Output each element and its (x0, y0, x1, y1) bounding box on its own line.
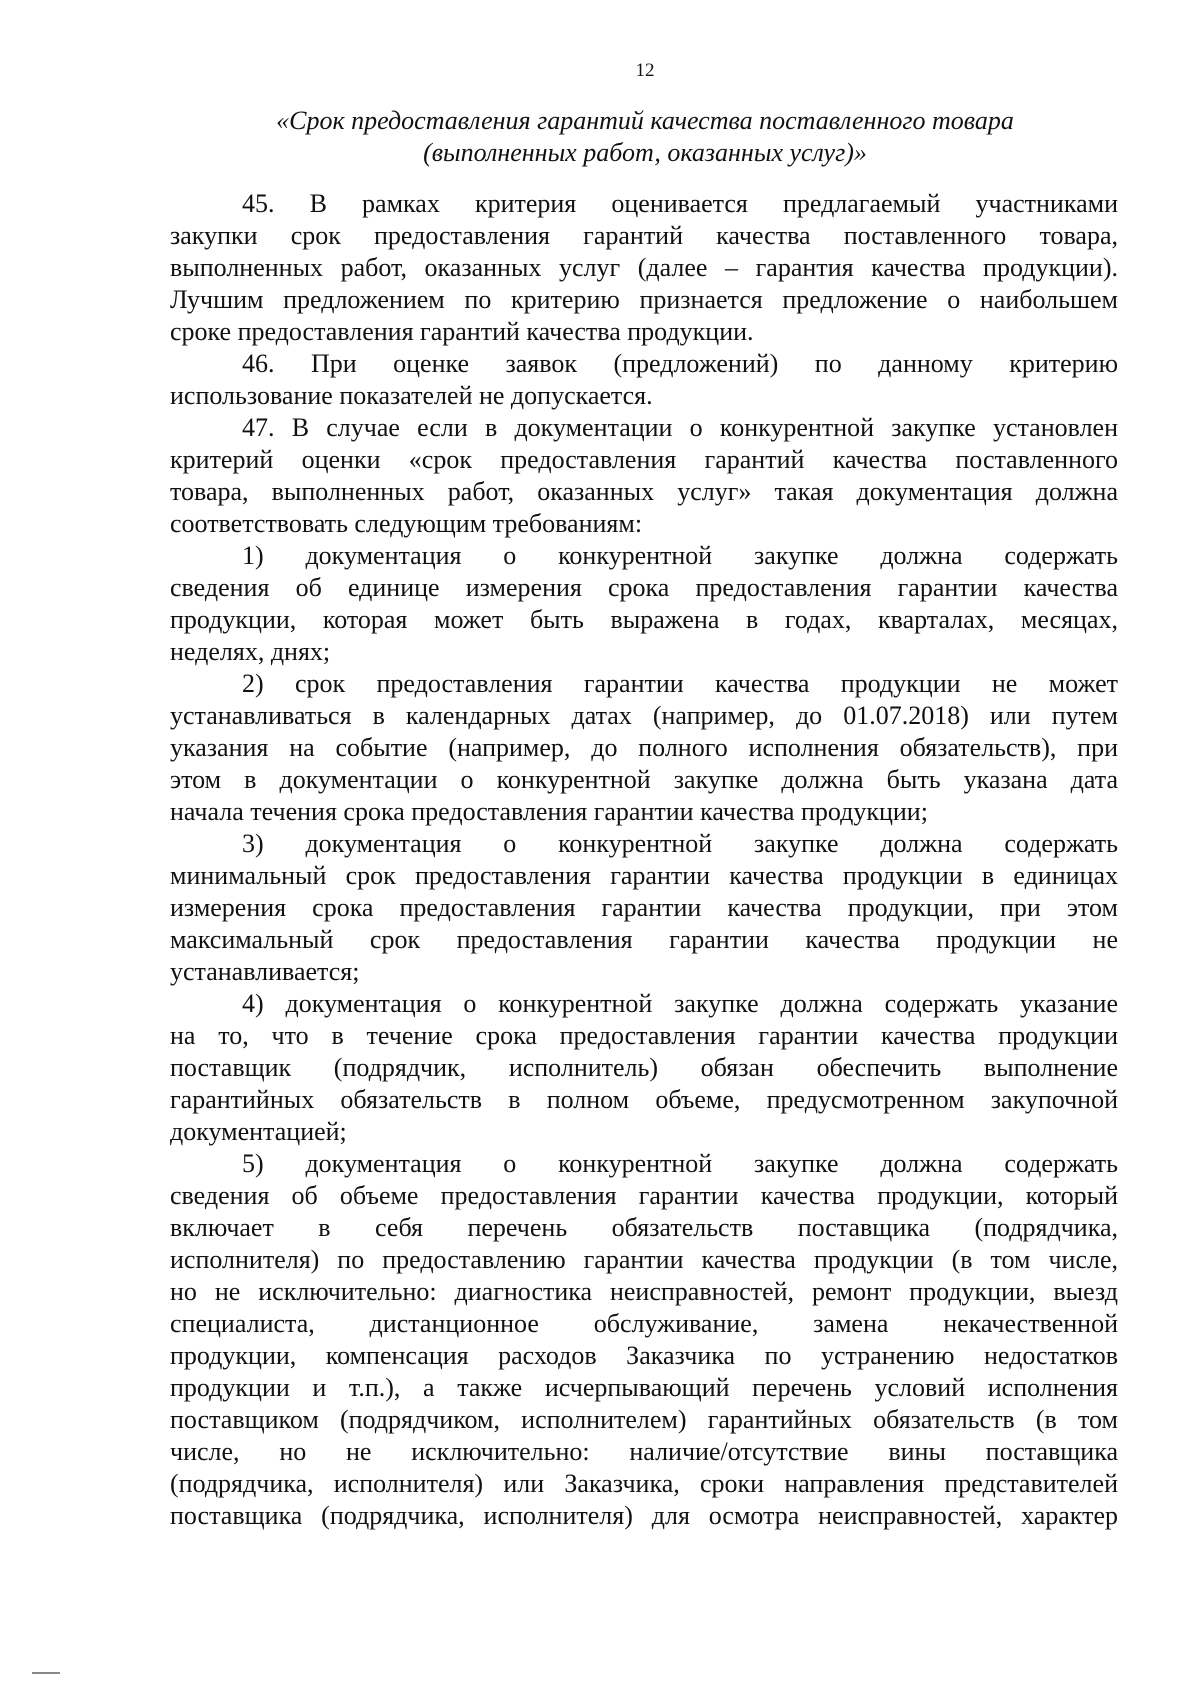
paragraph-item2 (170, 668, 1118, 828)
text-line: сведения об объеме предоставления гарантии качества продукции, который (170, 1181, 1118, 1210)
text-line: измерения срока предоставления гарантии качества продукции, при этом (170, 893, 1118, 922)
paragraph-item4 (170, 988, 1118, 1148)
heading-line: (выполненных работ, оказанных услуг)» (423, 138, 867, 167)
heading-line: «Срок предоставления гарантий качества поставленного товара (276, 106, 1014, 135)
text-line: 1) документация о конкурентной закупке должна содержать (242, 541, 1118, 570)
text-line: минимальный срок предоставления гарантии качества продукции в единицах (170, 861, 1118, 890)
text-line: (подрядчика, исполнителя) или Заказчика, сроки направления представителей (170, 1469, 1118, 1498)
paragraph-p47 (170, 412, 1118, 540)
text-line: 2) срок предоставления гарантии качества продукции не может (242, 669, 1118, 698)
text-line: устанавливаться в календарных датах (например, до 01.07.2018) или путем (170, 701, 1118, 730)
text-line: числе, но не исключительно: наличие/отсутствие вины поставщика (170, 1437, 1118, 1466)
text-line: 4) документация о конкурентной закупке должна содержать указание (242, 989, 1118, 1018)
text-line: этом в документации о конкурентной закупке должна быть указана дата (170, 765, 1118, 794)
section-heading (170, 105, 1120, 169)
text-line: соответствовать следующим требованиям: (170, 509, 643, 538)
document-body (170, 188, 1118, 1532)
text-line: поставщика (подрядчика, исполнителя) для осмотра неисправностей, характер (170, 1501, 1118, 1530)
text-line: сроке предоставления гарантий качества продукции. (170, 317, 754, 346)
text-line: специалиста, дистанционное обслуживание, замена некачественной (170, 1309, 1118, 1338)
text-line: критерий оценки «срок предоставления гарантий качества поставленного (170, 445, 1118, 474)
text-line: включает в себя перечень обязательств поставщика (подрядчика, (170, 1213, 1118, 1242)
text-line: но не исключительно: диагностика неисправностей, ремонт продукции, выезд (170, 1277, 1118, 1306)
text-line: документацией; (170, 1117, 347, 1146)
text-line: гарантийных обязательств в полном объеме, предусмотренном закупочной (170, 1085, 1118, 1114)
text-line: использование показателей не допускается. (170, 381, 653, 410)
text-line: продукции, компенсация расходов Заказчика по устранению недостатков (170, 1341, 1118, 1370)
text-line: поставщик (подрядчик, исполнитель) обязан обеспечить выполнение (170, 1053, 1118, 1082)
text-line: продукции и т.п.), а также исчерпывающий перечень условий исполнения (170, 1373, 1118, 1402)
paragraph-item1 (170, 540, 1118, 668)
text-line: поставщиком (подрядчиком, исполнителем) гарантийных обязательств (в том (170, 1405, 1118, 1434)
text-line: неделях, днях; (170, 637, 331, 666)
text-line: максимальный срок предоставления гарантии качества продукции не (170, 925, 1118, 954)
paragraph-item5 (170, 1148, 1118, 1532)
text-line: начала течения срока предоставления гарантии качества продукции; (170, 797, 928, 826)
text-line: сведения об единице измерения срока предоставления гарантии качества (170, 573, 1118, 602)
page-number: 12 (635, 60, 655, 81)
text-line: устанавливается; (170, 957, 360, 986)
paragraph-p45 (170, 188, 1118, 348)
scan-artifact (32, 1672, 60, 1674)
paragraph-p46 (170, 348, 1118, 412)
paragraph-item3 (170, 828, 1118, 988)
text-line: 45. В рамках критерия оценивается предлагаемый участниками (242, 189, 1118, 218)
text-line: товара, выполненных работ, оказанных услуг» такая документация должна (170, 477, 1118, 506)
text-line: продукции, которая может быть выражена в годах, кварталах, месяцах, (170, 605, 1118, 634)
text-line: исполнителя) по предоставлению гарантии качества продукции (в том числе, (170, 1245, 1118, 1274)
text-line: 46. При оценке заявок (предложений) по данному критерию (242, 349, 1118, 378)
text-line: Лучшим предложением по критерию признается предложение о наибольшем (170, 285, 1118, 314)
text-line: закупки срок предоставления гарантий качества поставленного товара, (170, 221, 1118, 250)
text-line: 3) документация о конкурентной закупке должна содержать (242, 829, 1118, 858)
text-line: 47. В случае если в документации о конкурентной закупке установлен (242, 413, 1118, 442)
text-line: указания на событие (например, до полного исполнения обязательств), при (170, 733, 1118, 762)
text-line: 5) документация о конкурентной закупке должна содержать (242, 1149, 1118, 1178)
text-line: на то, что в течение срока предоставления гарантии качества продукции (170, 1021, 1118, 1050)
text-line: выполненных работ, оказанных услуг (далее – гарантия качества продукции). (170, 253, 1118, 282)
